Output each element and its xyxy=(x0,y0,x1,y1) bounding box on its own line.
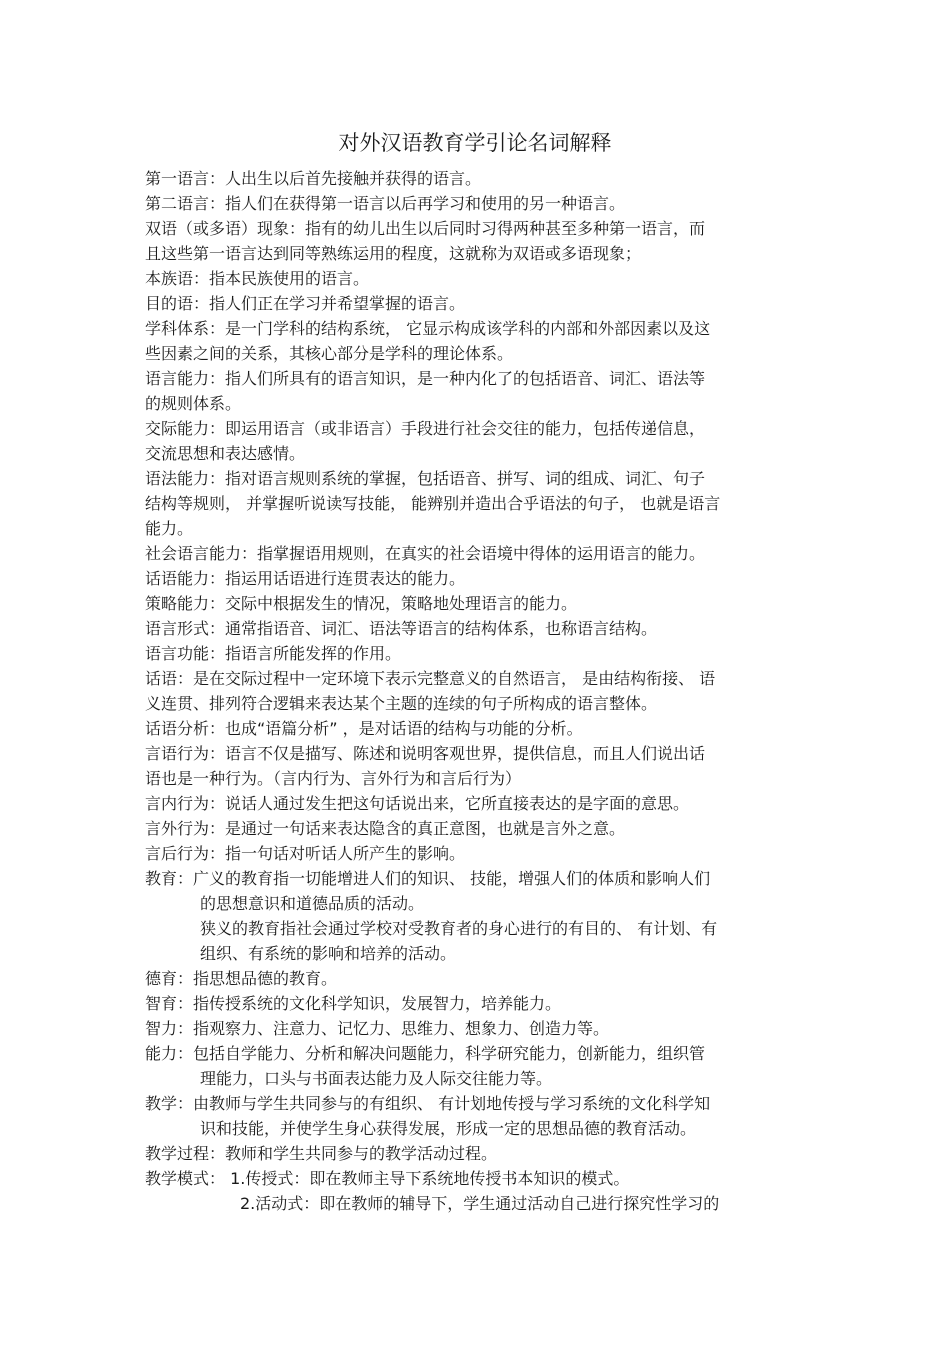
text-line: 言后行为：指一句话对听话人所产生的影响。 xyxy=(145,844,466,863)
text-line: 狭义的教育指社会通过学校对受教育者的身心进行的有目的、 有计划、有 xyxy=(200,919,718,938)
text-line: 理能力，口头与书面表达能力及人际交往能力等。 xyxy=(200,1069,553,1088)
text-line: 组织、有系统的影响和培养的活动。 xyxy=(200,944,457,963)
text-line: 社会语言能力：指掌握语用规则，在真实的社会语境中得体的运用语言的能力。 xyxy=(145,544,706,563)
text-line: 目的语：指人们正在学习并希望掌握的语言。 xyxy=(145,294,466,313)
text-line: 本族语：指本民族使用的语言。 xyxy=(145,269,370,288)
text-line: 能力：包括自学能力、分析和解决问题能力，科学研究能力，创新能力，组织管 xyxy=(145,1044,706,1063)
text-line: 话语分析：也成“语篇分析” ，是对话语的结构与功能的分析。 xyxy=(145,719,583,738)
text-line: 教学：由教师与学生共同参与的有组织、 有计划地传授与学习系统的文化科学知 xyxy=(145,1094,711,1113)
text-line: 教学模式： 1.传授式：即在教师主导下系统地传授书本知识的模式。 xyxy=(145,1169,630,1188)
text-line: 双语（或多语）现象：指有的幼儿出生以后同时习得两种甚至多种第一语言，而 xyxy=(145,219,706,238)
text-line: 教育：广义的教育指一切能增进人们的知识、 技能，增强人们的体质和影响人们 xyxy=(145,869,711,888)
text-line: 第二语言：指人们在获得第一语言以后再学习和使用的另一种语言。 xyxy=(145,194,626,213)
text-line: 能力。 xyxy=(145,519,194,538)
text-line: 语言形式：通常指语音、词汇、语法等语言的结构体系，也称语言结构。 xyxy=(145,619,658,638)
text-line: 语也是一种行为。（言内行为、言外行为和言后行为） xyxy=(145,769,522,788)
text-line: 语言功能：指语言所能发挥的作用。 xyxy=(145,644,402,663)
text-line: 义连贯、排列符合逻辑来表达某个主题的连续的句子所构成的语言整体。 xyxy=(145,694,658,713)
text-line: 教学过程：教师和学生共同参与的教学活动过程。 xyxy=(145,1144,498,1163)
text-line: 语言能力：指人们所具有的语言知识，是一种内化了的包括语音、词汇、语法等 xyxy=(145,369,706,388)
text-line: 交际能力：即运用语言（或非语言）手段进行社会交往的能力，包括传递信息， xyxy=(145,419,706,438)
text-line: 识和技能，并使学生身心获得发展，形成一定的思想品德的教育活动。 xyxy=(200,1119,697,1138)
text-line: 言内行为：说话人通过发生把这句话说出来，它所直接表达的是字面的意思。 xyxy=(145,794,690,813)
text-line: 策略能力：交际中根据发生的情况，策略地处理语言的能力。 xyxy=(145,594,578,613)
text-line: 结构等规则， 并掌握听说读写技能， 能辨别并造出合乎语法的句子， 也就是语言 xyxy=(145,494,721,513)
text-line: 且这些第一语言达到同等熟练运用的程度，这就称为双语或多语现象； xyxy=(145,244,642,263)
document-title: 对外汉语教育学引论名词解释 xyxy=(338,131,612,155)
text-line: 话语：是在交际过程中一定环境下表示完整意义的自然语言， 是由结构衔接、 语 xyxy=(145,669,716,688)
text-line: 第一语言：人出生以后首先接触并获得的语言。 xyxy=(145,169,482,188)
text-line: 的规则体系。 xyxy=(145,394,242,413)
text-line: 智力：指观察力、注意力、记忆力、思维力、想象力、创造力等。 xyxy=(145,1019,610,1038)
text-line: 交流思想和表达感情。 xyxy=(145,444,306,463)
text-line: 德育：指思想品德的教育。 xyxy=(145,969,338,988)
text-line: 言语行为：语言不仅是描写、陈述和说明客观世界，提供信息，而且人们说出话 xyxy=(145,744,706,763)
text-line: 智育：指传授系统的文化科学知识，发展智力，培养能力。 xyxy=(145,994,562,1013)
text-line: 话语能力：指运用话语进行连贯表达的能力。 xyxy=(145,569,466,588)
text-line: 语法能力：指对语言规则系统的掌握，包括语音、拼写、词的组成、词汇、句子 xyxy=(145,469,706,488)
text-line: 的思想意识和道德品质的活动。 xyxy=(200,894,425,913)
text-line: 2.活动式：即在教师的辅导下，学生通过活动自己进行探究性学习的 xyxy=(240,1194,720,1213)
text-line: 言外行为：是通过一句话来表达隐含的真正意图，也就是言外之意。 xyxy=(145,819,626,838)
text-line: 些因素之间的关系，其核心部分是学科的理论体系。 xyxy=(145,344,514,363)
text-line: 学科体系：是一门学科的结构系统， 它显示构成该学科的内部和外部因素以及这 xyxy=(145,319,711,338)
